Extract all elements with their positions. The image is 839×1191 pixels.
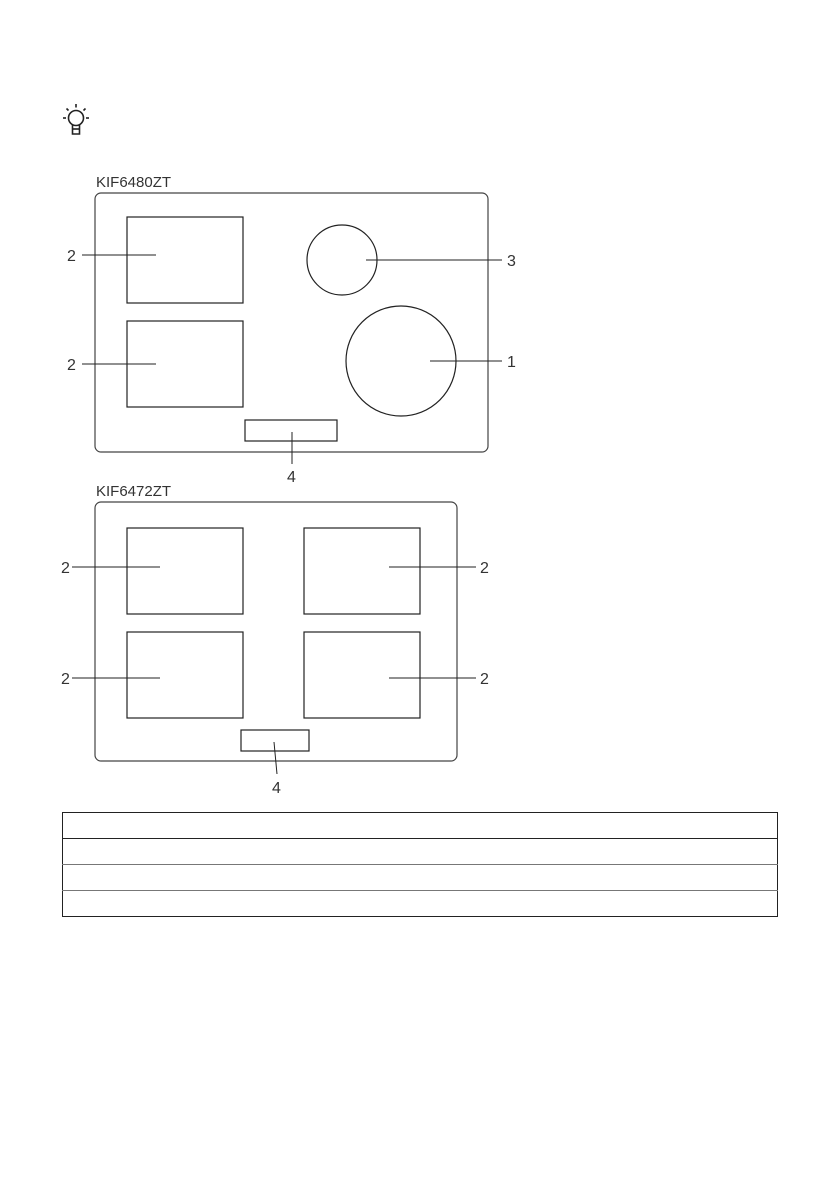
cooking-zone-left-top (127, 528, 243, 614)
legend-table (62, 812, 778, 917)
hob-outline (95, 193, 488, 452)
callout-number: 4 (272, 780, 281, 797)
callout-number: 3 (507, 253, 516, 270)
callout-number: 2 (480, 671, 489, 688)
callout-number: 2 (67, 357, 76, 374)
callout-number: 4 (287, 469, 296, 486)
hob-diagram-kif6472zt (61, 483, 489, 797)
cooking-zone-left-bottom (127, 632, 243, 718)
leader-line (274, 742, 277, 774)
callout-number: 1 (507, 354, 516, 371)
cooking-zone-right-bottom (304, 632, 420, 718)
control-panel (245, 420, 337, 441)
model-label: KIF6472ZT (96, 483, 172, 500)
callout-number: 2 (61, 671, 70, 688)
table-cell (63, 813, 778, 839)
table-cell (63, 865, 778, 891)
hob-diagram-kif6480zt (67, 174, 516, 486)
table-cell (63, 839, 778, 865)
table-row (63, 839, 778, 865)
cooking-zone-right-top (304, 528, 420, 614)
table-row (63, 865, 778, 891)
lightbulb-icon (63, 104, 89, 134)
table-row (63, 813, 778, 839)
table-cell (63, 891, 778, 917)
cooking-zone-left-top (127, 217, 243, 303)
callout-number: 2 (61, 560, 70, 577)
table-row (63, 891, 778, 917)
model-label: KIF6480ZT (96, 174, 172, 191)
callout-number: 2 (480, 560, 489, 577)
callout-number: 2 (67, 248, 76, 265)
